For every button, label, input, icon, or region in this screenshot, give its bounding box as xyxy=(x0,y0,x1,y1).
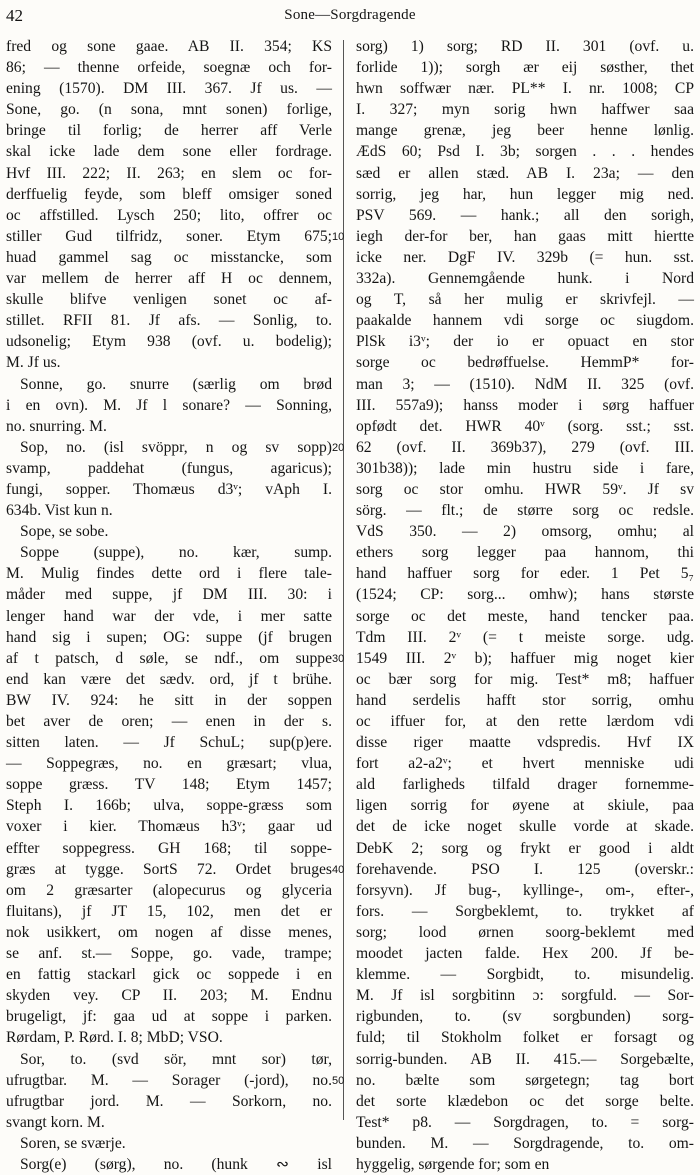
text-line: 634b. Vist kun n. xyxy=(6,502,113,520)
line-number: 50 xyxy=(332,1074,345,1087)
text-line: sorrig, jeg har, hun legger mig ned. xyxy=(356,185,694,203)
text-line: huad gammel sag oc misstancke, som xyxy=(6,248,332,266)
text-line: ÆdS 60; Psd I. 3b; sorgen . . . hendes xyxy=(356,143,694,161)
text-line: det sorte klædebon oc det sorge belte. xyxy=(356,1092,694,1110)
text-line: PSV 569. — hank.; all den sorigh, xyxy=(356,206,694,224)
text-line: en fattig stackarl gick oc soppede i en xyxy=(6,966,332,984)
text-line: 86; — thenne orfeide, soegnæ och for- xyxy=(6,59,332,77)
text-line: I. 327; myn sorig hwn haffwer saa xyxy=(356,101,694,119)
text-line: icke ner. DgF IV. 329b (= hun. sst. xyxy=(356,248,694,266)
text-line: ufrugtbar jord. M. — Sorkorn, no. xyxy=(6,1092,332,1110)
line-number: 30 xyxy=(332,652,345,665)
text-line: 301b38)); lade min hustru side i fare, xyxy=(356,459,694,477)
text-line: Sorg(e) (sørg), no. (hunk ∾ isl xyxy=(20,1155,332,1173)
text-line: bunden. M. — Sorgdragende, to. om- xyxy=(356,1134,694,1152)
text-line: fungi, sopper. Thomæus d3ᵛ; vAph I. xyxy=(6,480,332,498)
left-column xyxy=(6,36,332,1173)
text-line: sorg; lood ørnen soorg-beklemt med xyxy=(356,923,694,941)
text-line: VdS 350. — 2) omsorg, omhu; al xyxy=(356,523,694,541)
page-number: 42 xyxy=(6,6,23,25)
text-line: oc bær sorg for mig. Test* m8; haffuer xyxy=(356,670,694,688)
text-line: Sonne, go. snurre (særlig om brød xyxy=(20,375,332,393)
text-line: Sop, no. (isl svöppr, n og sv sopp) xyxy=(20,438,332,456)
text-line: sörg. — flt.; de større sorg oc redsle. xyxy=(356,502,694,520)
text-line: oc iffuer for, at den rette lærdom vdi xyxy=(356,713,694,730)
text-line: klemme. — Sorgbidt, to. misundelig. xyxy=(356,966,694,984)
text-line: (1524; CP: sorg... omhw); hans største xyxy=(356,586,694,604)
text-line: forsyvn). Jf bug-, kyllinge-, om-, efter-, xyxy=(356,881,694,899)
text-line: ligen sorrig for øyene at skiule, paa xyxy=(356,797,694,815)
text-line: det de icke noget skulle vorde at skade. xyxy=(356,818,694,836)
text-line: hwn soffwær nær. PL** I. nr. 1008; CP xyxy=(356,80,694,98)
text-line: sitten laten. — Jf SchuL; sup(p)ere. xyxy=(6,734,332,752)
text-line: stiller Gud tilfridz, soner. Etym 675; xyxy=(6,227,332,245)
text-line: hyggelig, sørgende for; som en xyxy=(356,1155,550,1173)
text-line: disse riger maatte vdspredis. Hvf IX xyxy=(356,734,694,752)
text-line: skal icke lade dem sone eller fordrage. xyxy=(6,143,332,161)
text-line: ald farligheds tilfald drager fornemme- xyxy=(356,776,694,794)
text-line: DebK 2; sorg og frykt er good i aldt xyxy=(356,839,694,857)
text-line: M. Jf isl sorgbitinn ɔ: sorgfuld. — Sor- xyxy=(356,987,694,1005)
text-line: III. 557a9); hanss moder i sørg haffuer xyxy=(356,396,694,414)
text-line: rigbunden, to. (sv sorgbunden) sorg- xyxy=(356,1008,694,1026)
text-line: fred og sone gaae. AB II. 354; KS xyxy=(6,38,332,55)
text-line: sorrig-bunden. AB II. 415.— Sorgebælte, xyxy=(356,1050,694,1068)
text-line: nok usikkert, om nogen af disse menes, xyxy=(6,923,332,941)
text-line: måder med suppe, jf DM III. 30: i xyxy=(6,586,332,604)
text-line: soppe græss. TV 148; Etym 1457; xyxy=(6,776,332,794)
text-line: stillet. RFII 81. Jf afs. — Sonlig, to. xyxy=(6,312,332,330)
text-line: svamp, paddehat (fungus, agaricus); xyxy=(6,459,332,477)
text-line: bringe til forlig; de herrer aff Verle xyxy=(6,122,332,140)
page-header xyxy=(0,0,700,34)
text-line: forehavende. PSO I. 125 (overskr.: xyxy=(356,860,694,878)
text-line: brugeligt, jf: gaa ud at soppe i parken. xyxy=(6,1008,332,1026)
text-line: hand haffuer sorg for eder. 1 Pet 5₇ xyxy=(356,565,694,583)
text-line: udsonelig; Etym 938 (ovf. u. bodelig); xyxy=(6,333,332,351)
text-line: af t patsch, d søle, se ndf., om suppe xyxy=(6,649,332,667)
text-line: oc affstilled. Lysch 250; lito, offrer oc xyxy=(6,206,332,224)
text-line: moodet jacten falde. Hex 200. Jf be- xyxy=(356,945,694,963)
text-line: græs at tygge. SortS 72. Ordet bruges xyxy=(6,860,332,878)
text-line: 332a). Gennemgående hunk. i Nord xyxy=(356,270,694,288)
running-head: Sone—Sorgdragende xyxy=(284,7,416,23)
text-line: Sope, se sobe. xyxy=(20,523,109,541)
text-line: paakalde hannem vdi sorge oc siugdom. xyxy=(356,312,694,330)
text-line: fluitans), jf JT 15, 102, men det er xyxy=(6,902,332,920)
text-line: sorg) 1) sorg; RD II. 301 (ovf. u. xyxy=(356,38,694,55)
text-line: og T, så her mulig er skrivfejl. — xyxy=(356,291,694,309)
text-line: forlide 1)); sorgh ær eij søsther, thet xyxy=(356,59,694,77)
text-line: bet aver de oren; — enen in der s. xyxy=(6,713,332,730)
text-line: Rørdam, P. Rørd. I. 8; MbD; VSO. xyxy=(6,1029,223,1047)
text-line: i en ovn). M. Jf l sonare? — Sonning, xyxy=(6,396,332,414)
text-line: sorge oc bedrøffuelse. HemmP* for- xyxy=(356,354,694,372)
text-line: var mellem de herrer aff H oc dennem, xyxy=(6,270,332,288)
text-line: se anf. st.— Soppe, go. vade, trampe; xyxy=(6,945,332,963)
right-column xyxy=(356,36,694,1173)
text-line: fort a2-a2ᵛ; et hvert menniske udi xyxy=(356,755,694,773)
text-line: effter soppegress. GH 168; til soppe- xyxy=(6,839,332,857)
text-line: iegh der-for ber, han gaas mitt hiertte xyxy=(356,227,694,245)
text-line: M. Mulig findes dette ord i flere tale- xyxy=(6,565,332,583)
text-line: om 2 græsarter (alopecurus og glyceria xyxy=(6,881,332,899)
text-line: no. snurring. M. xyxy=(6,417,107,435)
text-line: svangt korn. M. xyxy=(6,1113,105,1131)
line-number: 10 xyxy=(332,230,345,243)
text-line: ening (1570). DM III. 367. Jf us. — xyxy=(6,80,332,98)
text-line: Soren, se sværje. xyxy=(20,1134,126,1152)
text-line: fuld; til Stokholm folket er forsagt og xyxy=(356,1029,694,1047)
text-line: Test* p8. — Sorgdragen, to. = sorg- xyxy=(356,1113,694,1131)
text-line: no. bælte som sørgetegn; tag bort xyxy=(356,1071,694,1089)
text-line: hand sig i supen; OG: suppe (jf brugen xyxy=(6,628,332,646)
text-line: lenger hand war der vde, i mer satte xyxy=(6,607,332,625)
text-line: PlSk i3ᵛ; der io er opuact en stor xyxy=(356,333,694,351)
text-line: man 3; — (1510). NdM II. 325 (ovf. xyxy=(356,375,694,393)
text-line: skyden vey. CP II. 203; M. Endnu xyxy=(6,987,332,1005)
text-line: 62 (ovf. II. 369b37), 279 (ovf. III. xyxy=(356,438,694,456)
text-line: derffuelig feyde, som bleff omsiger soned xyxy=(6,185,332,203)
text-line: voxer i kier. Thomæus h3ᵛ; gaar ud xyxy=(6,818,332,836)
text-line: skulle blifve venligen sonet oc af- xyxy=(6,291,332,309)
text-line: M. Jf us. xyxy=(6,354,61,372)
line-number: 40 xyxy=(332,863,345,876)
text-line: — Soppegræs, no. en græsart; vlua, xyxy=(6,755,332,773)
text-line: fors. — Sorgbeklemt, to. trykket af xyxy=(356,902,694,920)
text-line: sorge oc det meste, hand tencker paa. xyxy=(356,607,694,625)
text-line: Soppe (suppe), no. kær, sump. xyxy=(20,544,332,562)
text-line: opfødt det. HWR 40ᵛ (sorg. sst.; sst. xyxy=(356,417,694,435)
text-line: mange grenæ, jeg beer henne lønlig. xyxy=(356,122,694,140)
text-line: Steph I. 166b; ulva, soppe-græss som xyxy=(6,797,332,815)
line-number: 20 xyxy=(332,441,345,454)
text-line: sorg oc stor omhu. HWR 59ᵛ. Jf sv xyxy=(356,480,694,498)
text-line: Sor, to. (svd sör, mnt sor) tør, xyxy=(20,1050,332,1068)
text-line: ethers sorg legger paa hannom, thi xyxy=(356,544,694,562)
text-line: Tdm III. 2ᵛ (= t meiste sorge. udg. xyxy=(356,628,694,646)
text-line: 1549 III. 2ᵛ b); haffuer mig noget kier xyxy=(356,649,694,667)
text-line: Hvf III. 222; II. 263; en slem oc for- xyxy=(6,164,332,182)
text-line: end kan være det sædv. ord, jf t brühe. xyxy=(6,670,332,688)
text-line: Sone, go. (n sona, mnt sonen) forlige, xyxy=(6,101,332,119)
text-line: sæd er allen stæd. AB I. 23a; — den xyxy=(356,164,694,182)
text-line: hand serdelis hafft stor sorrig, omhu xyxy=(356,691,694,709)
text-line: BW IV. 924: he sitt in der soppen xyxy=(6,691,332,709)
column-divider xyxy=(343,40,344,1120)
text-line: ufrugtbar. M. — Sorager (-jord), no. xyxy=(6,1071,332,1089)
